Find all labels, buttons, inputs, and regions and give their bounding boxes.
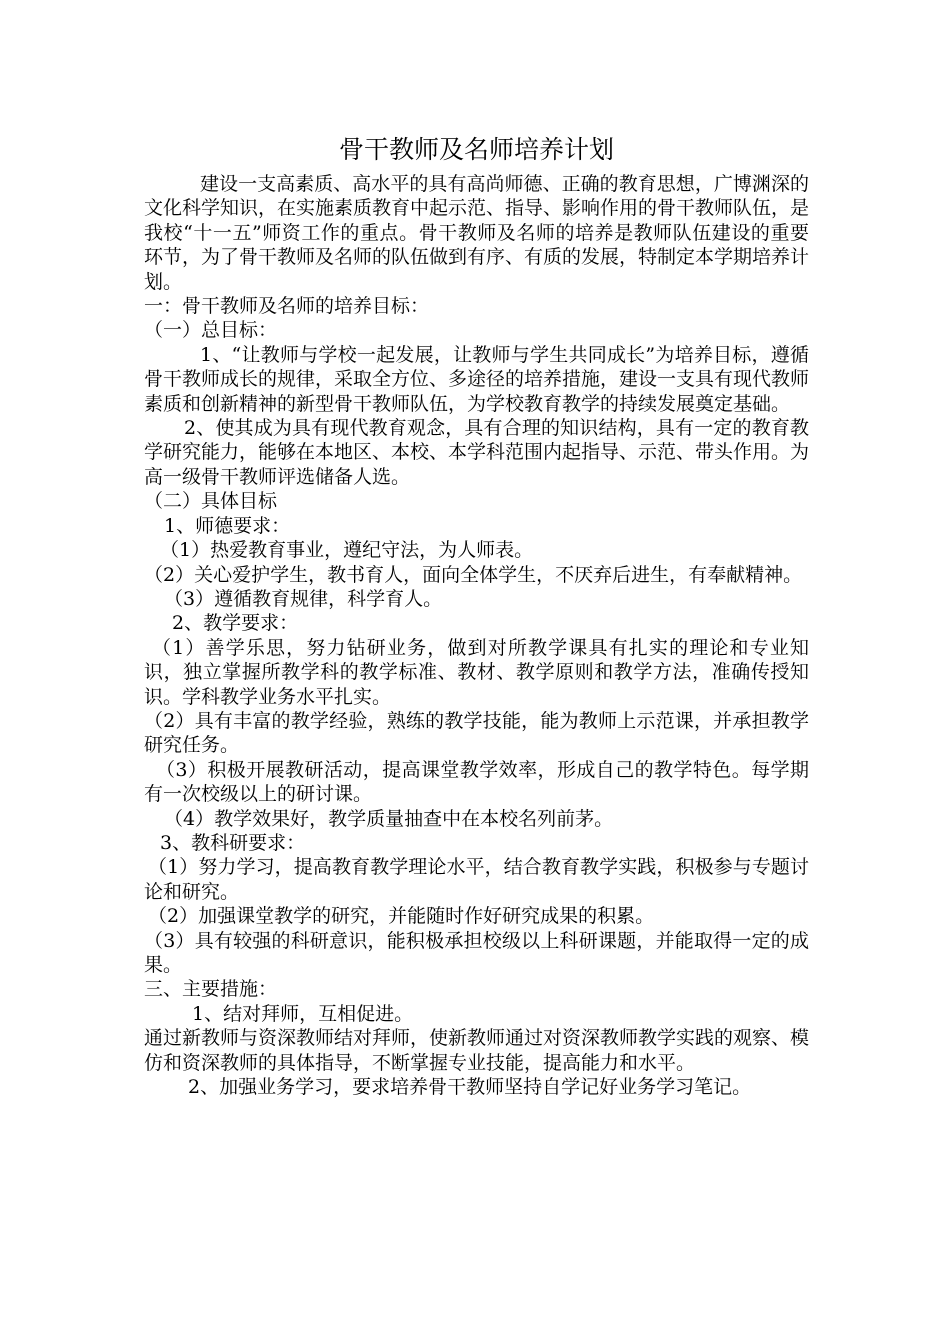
overall-goal-2: 2、使其成为具有现代教育观念，具有合理的知识结构，具有一定的教育教学研究能力，能够在本地区、本校、本学科范围内起指导、示范、带头作用。为高一级骨干教师评选储备人选。 [144, 417, 810, 488]
measure-1-heading: 1、结对拜师，互相促进。 [192, 1002, 414, 1025]
subsection-heading-specific: （二）具体目标 [144, 490, 278, 513]
intro-paragraph: 建设一支高素质、高水平的具有高尚师德、正确的教育思想，广博渊深的文化科学知识，在实施素质教育中起示范、指导、影响作用的骨干教师队伍，是我校“十一五”师资工作的重点。骨干教师及名师的培养是教师队伍建设的重要环节，为了骨干教师及名师的队伍做到有序、有质的发展，特制定本学期培养计划。 [144, 173, 810, 293]
research-item-2: （2）加强课堂教学的研究，并能随时作好研究成果的积累。 [148, 905, 655, 928]
ethics-item-3: （3）遵循教育规律，科学育人。 [164, 587, 443, 610]
ethics-item-1: （1）热爱教育事业，遵纪守法，为人师表。 [160, 539, 534, 562]
measure-2: 2、加强业务学习，要求培养骨干教师坚持自学记好业务学习笔记。 [188, 1076, 752, 1099]
teaching-heading: 2、教学要求： [172, 612, 299, 635]
document-page [144, 132, 809, 1099]
teaching-item-3: （3）积极开展教研活动，提高课堂教学效率，形成自己的教学特色。每学期有一次校级以上的研讨课。 [144, 758, 809, 806]
ethics-heading: 1、师德要求： [164, 514, 291, 537]
research-item-3: （3）具有较强的科研意识，能积极承担校级以上科研课题，并能取得一定的成果。 [144, 929, 809, 976]
ethics-item-2: （2）关心爱护学生，教书育人，面向全体学生，不厌弃后进生，有奉献精神。 [144, 563, 803, 586]
section-heading-goals: 一：骨干教师及名师的培养目标： [144, 295, 430, 318]
teaching-item-4: （4）教学效果好，教学质量抽查中在本校名列前茅。 [164, 807, 614, 830]
document-title: 骨干教师及名师培养计划 [338, 135, 614, 164]
measure-1-body: 通过新教师与资深教师结对拜师，使新教师通过对资深教师教学实践的观察、模仿和资深教师的具体指导，不断掌握专业技能，提高能力和水平。 [144, 1027, 810, 1074]
overall-goal-1: 1、“让教师与学校一起发展，让教师与学生共同成长”为培养目标，遵循骨干教师成长的规律，采取全方位、多途径的培养措施，建设一支具有现代教师素质和创新精神的新型骨干教师队伍，为学校教育教学的持续发展奠定基础。 [144, 343, 810, 415]
research-item-1: （1）努力学习，提高教育教学理论水平，结合教育教学实践，积极参与专题讨论和研究。 [144, 856, 809, 903]
teaching-item-2: （2）具有丰富的教学经验，熟练的教学技能，能为教师上示范课，并承担教学研究任务。 [144, 709, 809, 757]
teaching-item-1: （1）善学乐思，努力钻研业务，做到对所教学课具有扎实的理论和专业知识，独立掌握所教学科的教学标准、教材、教学原则和教学方法，准确传授知识。学科教学业务水平扎实。 [144, 636, 809, 708]
section-heading-measures: 三、主要措施： [144, 978, 278, 1001]
research-heading: 3、教科研要求： [160, 831, 306, 854]
subsection-heading-overall: （一）总目标： [144, 319, 278, 342]
